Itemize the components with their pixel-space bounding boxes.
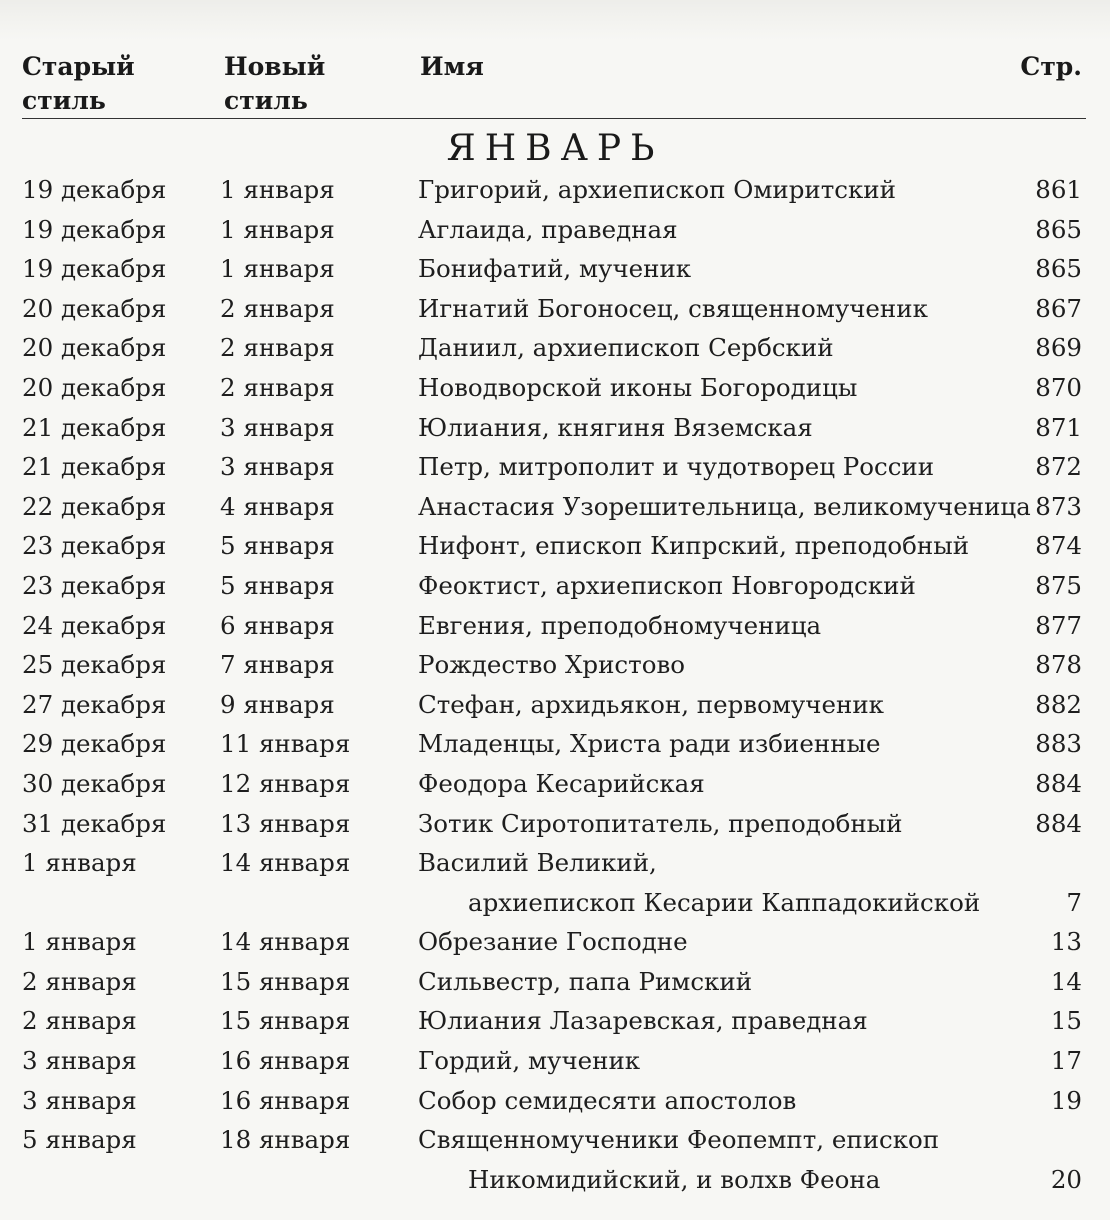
page-number: 7 [1066,887,1082,917]
new-style-date: 3 января [220,452,335,482]
saint-name: Стефан, архидьякон, первомученик [418,689,884,719]
new-style-date: 1 января [220,175,335,204]
old-style-date: 3 января [22,1046,137,1076]
new-style-date: 2 января [220,333,335,363]
table-row [0,724,1110,764]
old-style-date: 23 декабря [22,570,167,600]
old-style-date: 25 декабря [22,650,167,680]
page-number: 884 [1035,768,1082,798]
old-style-date: 20 декабря [22,293,167,323]
table-row [0,447,1110,487]
page-number: 869 [1035,333,1082,363]
table-row [0,804,1110,844]
table-row [0,487,1110,527]
old-style-date: 29 декабря [22,729,167,759]
saint-name: Аглаида, праведная [418,214,678,244]
page-number: 867 [1035,293,1082,323]
saint-name: Собор семидесяти апостолов [418,1085,797,1115]
old-style-date: 20 декабря [22,372,167,402]
new-style-date: 3 января [220,412,335,442]
saint-name: Петр, митрополит и чудотворец России [418,452,935,482]
new-style-date: 14 января [220,848,351,878]
saint-name: Василий Великий, [418,848,657,878]
saint-name: Гордий, мученик [418,1046,641,1076]
table-row-continuation [0,1160,1110,1200]
new-style-date: 16 января [220,1085,351,1115]
old-style-date: 19 декабря [22,175,167,204]
page-number: 870 [1035,372,1082,402]
new-style-date: 6 января [220,610,335,640]
old-style-date: 3 января [22,1085,137,1115]
table-row [0,328,1110,368]
old-style-date: 30 декабря [22,768,167,798]
table-row [0,289,1110,329]
saint-name: Сильвестр, папа Римский [418,966,753,996]
page-number: 871 [1035,412,1082,442]
saint-name: Даниил, архиепископ Сербский [418,333,834,363]
header-page: Стр. [1020,52,1082,81]
calendar-table [0,170,1110,1199]
saint-name: Младенцы, Христа ради избиенные [418,729,881,759]
new-style-date: 2 января [220,293,335,323]
table-row [0,526,1110,566]
saint-name: Новодворской иконы Богородицы [418,372,858,402]
saint-name: Феодора Кесарийская [418,768,705,798]
new-style-date: 11 января [220,729,351,759]
saint-name: Юлиания Лазаревская, праведная [418,1006,868,1036]
new-style-date: 5 января [220,570,335,600]
header-rule [22,118,1086,119]
table-row [0,1120,1110,1160]
old-style-date: 2 января [22,966,137,996]
new-style-date: 1 января [220,214,335,244]
month-title: ЯНВАРЬ [446,128,664,169]
page-number: 874 [1035,531,1082,561]
table-row [0,249,1110,289]
page-number: 13 [1050,927,1082,957]
table-row [0,408,1110,448]
old-style-date: 23 декабря [22,531,167,561]
table-row-continuation [0,883,1110,923]
page-number: 861 [1035,175,1082,204]
new-style-date: 5 января [220,531,335,561]
saint-name: Бонифатий, мученик [418,254,692,284]
saint-name: Рождество Христово [418,650,685,680]
old-style-date: 21 декабря [22,452,167,482]
old-style-date: 19 декабря [22,254,167,284]
new-style-date: 16 января [220,1046,351,1076]
old-style-date: 2 января [22,1006,137,1036]
header-new-style-line1: Новый [224,52,326,81]
table-row [0,962,1110,1002]
table-row [0,1081,1110,1121]
page-number: 19 [1050,1085,1082,1115]
old-style-date: 1 января [22,848,137,878]
table-row [0,566,1110,606]
table-row [0,210,1110,250]
old-style-date: 31 декабря [22,808,167,838]
new-style-date: 4 января [220,491,335,521]
saint-name: Обрезание Господне [418,927,688,957]
page-number: 865 [1035,214,1082,244]
page-number: 872 [1035,452,1082,482]
table-row [0,645,1110,685]
table-row [0,843,1110,883]
page-number: 873 [1035,491,1082,521]
saint-name: Григорий, архиепископ Омиритский [418,175,896,204]
page-number: 875 [1035,570,1082,600]
page-number: 882 [1035,689,1082,719]
new-style-date: 15 января [220,966,351,996]
saint-name: Никомидийский, и волхв Феона [468,1164,881,1194]
saint-name: Юлиания, княгиня Вяземская [418,412,813,442]
page-number: 865 [1035,254,1082,284]
old-style-date: 20 декабря [22,333,167,363]
header-new-style-line2: стиль [224,86,308,115]
saint-name: Феоктист, архиепископ Новгородский [418,570,916,600]
saint-name: Священномученики Феопемпт, епископ [418,1125,940,1155]
page-number: 14 [1050,966,1082,996]
table-row [0,685,1110,725]
old-style-date: 5 января [22,1125,137,1155]
saint-name: Игнатий Богоносец, священномученик [418,293,928,323]
header-new-style [224,50,325,118]
new-style-date: 7 января [220,650,335,680]
header-name: Имя [420,52,484,81]
new-style-date: 18 января [220,1125,351,1155]
new-style-date: 1 января [220,254,335,284]
page-number: 884 [1035,808,1082,838]
old-style-date: 1 января [22,927,137,957]
header-old-style [22,50,135,118]
table-row [0,368,1110,408]
page-number: 878 [1035,650,1082,680]
page-number: 15 [1050,1006,1082,1036]
saint-name: архиепископ Кесарии Каппадокийской [468,887,981,917]
table-row [0,1001,1110,1041]
saint-name: Зотик Сиротопитатель, преподобный [418,808,903,838]
page-number: 17 [1050,1046,1082,1076]
new-style-date: 9 января [220,689,335,719]
old-style-date: 24 декабря [22,610,167,640]
table-row [0,606,1110,646]
new-style-date: 13 января [220,808,351,838]
old-style-date: 19 декабря [22,214,167,244]
header-old-style-line1: Старый [22,52,135,81]
saint-name: Анастасия Узорешительница, великомученица [418,491,1031,521]
old-style-date: 21 декабря [22,412,167,442]
table-row [0,1041,1110,1081]
table-row [0,922,1110,962]
page-number: 20 [1050,1164,1082,1194]
old-style-date: 27 декабря [22,689,167,719]
old-style-date: 22 декабря [22,491,167,521]
new-style-date: 14 января [220,927,351,957]
saint-name: Евгения, преподобномученица [418,610,822,640]
new-style-date: 2 января [220,372,335,402]
header-old-style-line2: стиль [22,86,106,115]
table-row [0,170,1110,210]
new-style-date: 12 января [220,768,351,798]
new-style-date: 15 января [220,1006,351,1036]
table-row [0,764,1110,804]
saint-name: Нифонт, епископ Кипрский, преподобный [418,531,970,561]
page-number: 877 [1035,610,1082,640]
page-number: 883 [1035,729,1082,759]
